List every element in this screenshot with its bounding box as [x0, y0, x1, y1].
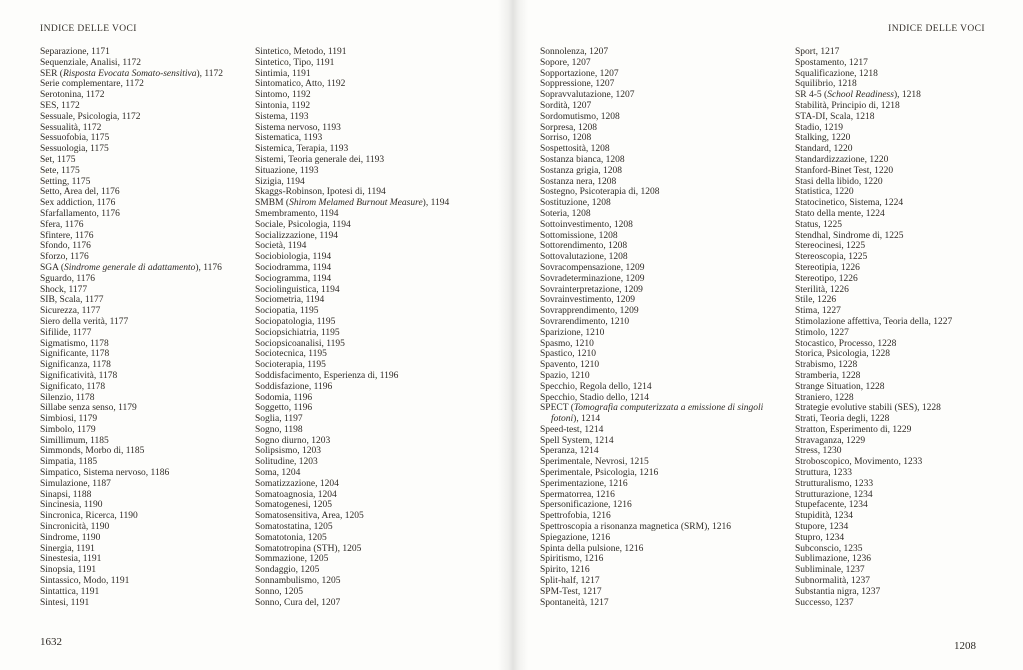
- index-entry: Squalificazione, 1218: [795, 68, 878, 79]
- index-entry: Soteria, 1208: [540, 208, 591, 219]
- index-entry: Serotonina, 1172: [40, 90, 105, 101]
- index-entry: Spasmo, 1210: [540, 338, 594, 349]
- index-entry: Stramberia, 1228: [795, 370, 861, 381]
- index-entry: Statistica, 1220: [795, 187, 854, 198]
- left-page: [0, 0, 511, 670]
- index-entry: Sonnolenza, 1207: [540, 47, 609, 57]
- index-entry: Sordità, 1207: [540, 100, 592, 111]
- index-entry: Significatività, 1178: [40, 370, 118, 381]
- index-entry: Sinestesia, 1191: [40, 554, 102, 565]
- index-entry: Sessuofobia, 1175: [40, 133, 110, 144]
- index-entry: Skaggs-Robinson, Ipotesi di, 1194: [255, 187, 386, 198]
- index-entry: Specchio, Stadio dello, 1214: [540, 392, 649, 403]
- index-entry: Somatoagnosia, 1204: [255, 489, 337, 500]
- index-entry: Sintetico, Metodo, 1191: [255, 47, 347, 57]
- index-entry: Sociopatologia, 1195: [255, 316, 336, 327]
- index-entry: Sessuologia, 1175: [40, 144, 109, 155]
- index-entry: Setting, 1175: [40, 176, 91, 187]
- index-entry: Soggetto, 1196: [255, 403, 313, 414]
- index-entry: Sifilide, 1177: [40, 327, 92, 338]
- index-entry: Sociodramma, 1194: [255, 262, 332, 273]
- index-entry: Sincronica, Ricerca, 1190: [40, 511, 138, 522]
- index-entry: Stress, 1230: [795, 446, 842, 457]
- index-entry: Sonno, Cura del, 1207: [255, 597, 341, 608]
- index-entry: Sostanza grigia, 1208: [540, 165, 623, 176]
- index-entry: Shock, 1177: [40, 284, 88, 295]
- index-entry: Stimolazione affettiva, Teoria della, 1227: [795, 316, 953, 327]
- index-entry: Serie complementare, 1172: [40, 79, 144, 90]
- index-entry: Simpatico, Sistema nervoso, 1186: [40, 468, 170, 479]
- index-entry: Spostamento, 1217: [795, 57, 868, 68]
- index-entry: Spermatorrea, 1216: [540, 489, 615, 500]
- index-entry: Sperimentale, Nevrosi, 1215: [540, 457, 649, 468]
- index-entry: Sex addiction, 1176: [40, 198, 116, 209]
- index-entry: Silenzio, 1178: [40, 392, 95, 403]
- index-column-1: [40, 47, 251, 608]
- index-entry: SPECT (Tomografia computerizzata a emissione di singoli fotoni), 1214: [540, 403, 764, 425]
- index-entry: Sistemi, Teoria generale dei, 1193: [255, 154, 385, 165]
- index-entry: Standard, 1220: [795, 144, 853, 155]
- index-entry: Spazio, 1210: [540, 370, 590, 381]
- index-entry: SPM-Test, 1217: [540, 586, 602, 597]
- index-entry: Sequenziale, Analisi, 1172: [40, 57, 141, 68]
- index-column-2: [255, 47, 507, 608]
- index-entry: Sommazione, 1205: [255, 554, 329, 565]
- index-entry: Spettrofobia, 1216: [540, 511, 611, 522]
- index-entry: Spastico, 1210: [540, 349, 596, 360]
- index-entry: Sociopsichiatria, 1195: [255, 327, 340, 338]
- index-entry: Stupidità, 1234: [795, 511, 854, 522]
- index-entry: Sicurezza, 1177: [40, 306, 101, 317]
- index-entry: Sorpresa, 1208: [540, 122, 597, 133]
- index-entry: Sovrapprendimento, 1209: [540, 306, 639, 317]
- index-entry: Spirito, 1216: [540, 565, 590, 576]
- index-entry: Stereotipo, 1226: [795, 273, 858, 284]
- right-page: [511, 0, 1023, 670]
- index-entry: Straniero, 1228: [795, 392, 854, 403]
- index-entry: Substantia nigra, 1237: [795, 586, 881, 597]
- index-entry: Siero della verità, 1177: [40, 316, 129, 327]
- index-entry: Sguardo, 1176: [40, 273, 96, 284]
- index-entry: Sordomutismo, 1208: [540, 111, 620, 122]
- running-head-right: INDICE DELLE VOCI: [888, 24, 985, 34]
- index-entry: Sogno, 1198: [255, 424, 303, 435]
- index-entry: Soddisfacimento, Esperienza di, 1196: [255, 370, 399, 381]
- index-entry: Sociobiologia, 1194: [255, 252, 332, 263]
- index-column-3: [540, 47, 792, 608]
- index-entry: Speranza, 1214: [540, 446, 599, 457]
- index-entry: Sistema nervoso, 1193: [255, 122, 341, 133]
- index-entry: SR 4-5 (School Readiness), 1218: [795, 90, 921, 101]
- index-entry: Somatosensitiva, Area, 1205: [255, 511, 364, 522]
- index-entry: Specchio, Regola dello, 1214: [540, 381, 652, 392]
- index-entry: Sociopsicoanalisi, 1195: [255, 338, 345, 349]
- index-entry: Stereoscopia, 1225: [795, 252, 868, 263]
- index-entry: Spell System, 1214: [540, 435, 614, 446]
- index-entry: Stroboscopico, Movimento, 1233: [795, 457, 923, 468]
- index-entry: Speed-test, 1214: [540, 424, 604, 435]
- index-entry: Stalking, 1220: [795, 133, 851, 144]
- index-entry: Simpatia, 1185: [40, 457, 98, 468]
- index-entry: Separazione, 1171: [40, 47, 110, 57]
- index-entry: Somatostatina, 1205: [255, 522, 333, 533]
- index-entry: Spiegazione, 1216: [540, 532, 611, 543]
- index-entry: Spavento, 1210: [540, 360, 600, 371]
- index-entry: Soppressione, 1207: [540, 79, 615, 90]
- index-entry: Socioterapia, 1195: [255, 360, 326, 371]
- index-entry: Sociogramma, 1194: [255, 273, 332, 284]
- index-entry: Solitudine, 1203: [255, 457, 318, 468]
- index-entry: Stendhal, Sindrome di, 1225: [795, 230, 904, 241]
- index-entry: Stato della mente, 1224: [795, 208, 885, 219]
- index-column-4: [795, 47, 1015, 608]
- index-entry: Sfondo, 1176: [40, 241, 91, 252]
- index-entry: Situazione, 1193: [255, 165, 319, 176]
- index-entry: Soddisfazione, 1196: [255, 381, 333, 392]
- index-entry: Sopore, 1207: [540, 57, 591, 68]
- index-entry: Significante, 1178: [40, 349, 110, 360]
- index-entry: Sostituzione, 1208: [540, 198, 611, 209]
- index-entry: Strabismo, 1228: [795, 360, 858, 371]
- index-entry: Sorriso, 1208: [540, 133, 592, 144]
- index-entry: Sport, 1217: [795, 47, 840, 57]
- index-entry: Socializzazione, 1194: [255, 230, 339, 241]
- index-entry: Somatogenesi, 1205: [255, 500, 333, 511]
- index-entry: Sostanza bianca, 1208: [540, 154, 625, 165]
- index-entry: SER (Risposta Evocata Somato-sensitiva), 1172: [40, 68, 224, 79]
- index-entry: Stupore, 1234: [795, 522, 849, 533]
- index-entry: Soma, 1204: [255, 468, 301, 479]
- index-entry: Sessualità, 1172: [40, 122, 102, 133]
- index-entry: Sottorendimento, 1208: [540, 241, 628, 252]
- index-entry: Stupefacente, 1234: [795, 500, 868, 511]
- index-entry: Stravaganza, 1229: [795, 435, 866, 446]
- index-entry: Stereotipia, 1226: [795, 262, 860, 273]
- index-entry: Sintattica, 1191: [40, 586, 100, 597]
- index-entry: Status, 1225: [795, 219, 842, 230]
- index-entry: Sparizione, 1210: [540, 327, 605, 338]
- index-entry: Smembramento, 1194: [255, 208, 339, 219]
- index-entry: Sostegno, Psicoterapia di, 1208: [540, 187, 660, 198]
- index-entry: Successo, 1237: [795, 597, 854, 608]
- index-entry: Split-half, 1217: [540, 576, 600, 587]
- index-entry: Sintesi, 1191: [40, 597, 90, 608]
- index-entry: Strategie evolutive stabili (SES), 1228: [795, 403, 941, 414]
- index-entry: Subliminale, 1237: [795, 565, 865, 576]
- index-entry: Sigmatismo, 1178: [40, 338, 109, 349]
- index-entry: Sincronicità, 1190: [40, 522, 110, 533]
- index-entry: Sfera, 1176: [40, 219, 84, 230]
- index-entry: Società, 1194: [255, 241, 307, 252]
- index-entry: Strange Situation, 1228: [795, 381, 885, 392]
- index-entry: Set, 1175: [40, 154, 76, 165]
- index-entry: Sintonia, 1192: [255, 100, 311, 111]
- index-entry: Simillimum, 1185: [40, 435, 109, 446]
- index-entry: Sperimentale, Psicologia, 1216: [540, 468, 659, 479]
- index-entry: Stratton, Esperimento di, 1229: [795, 424, 912, 435]
- index-entry: Sperimentazione, 1216: [540, 478, 628, 489]
- index-entry: Sistema, 1193: [255, 111, 309, 122]
- index-entry: Sottoinvestimento, 1208: [540, 219, 633, 230]
- index-entry: Sopportazione, 1207: [540, 68, 619, 79]
- index-entry: Sfintere, 1176: [40, 230, 94, 241]
- index-entry: SGA (Sindrome generale di adattamento), 1176: [40, 262, 222, 273]
- index-entry: Spiritismo, 1216: [540, 554, 604, 565]
- index-entry: Solipsismo, 1203: [255, 446, 321, 457]
- index-entry: Significato, 1178: [40, 381, 106, 392]
- index-entry: Subnormalità, 1237: [795, 576, 870, 587]
- index-entry: Sistemica, Terapia, 1193: [255, 144, 349, 155]
- index-entry: Sospettosità, 1208: [540, 144, 610, 155]
- index-entry: SES, 1172: [40, 100, 80, 111]
- index-entry: Spontaneità, 1217: [540, 597, 609, 608]
- index-entry: Sociopatia, 1195: [255, 306, 319, 317]
- index-entry: Sindrome, 1190: [40, 532, 101, 543]
- index-entry: Sincinesia, 1190: [40, 500, 103, 511]
- index-entry: Sforzo, 1176: [40, 252, 89, 263]
- index-entry: Strutturalismo, 1233: [795, 478, 874, 489]
- index-entry: Stasi della libido, 1220: [795, 176, 883, 187]
- index-entry: Sovradeterminazione, 1209: [540, 273, 645, 284]
- index-entry: Stabilità, Principio di, 1218: [795, 100, 900, 111]
- index-entry: Subconscio, 1235: [795, 543, 863, 554]
- index-entry: Spinta della pulsione, 1216: [540, 543, 644, 554]
- index-entry: STA-DI, Scala, 1218: [795, 111, 875, 122]
- index-entry: Stocastico, Processo, 1228: [795, 338, 897, 349]
- index-entry: Sociotecnica, 1195: [255, 349, 327, 360]
- index-entry: Sogno diurno, 1203: [255, 435, 331, 446]
- index-entry: Struttura, 1233: [795, 468, 852, 479]
- index-entry: Stupro, 1234: [795, 532, 845, 543]
- index-entry: Sterilità, 1226: [795, 284, 849, 295]
- index-entry: Sublimazione, 1236: [795, 554, 871, 565]
- index-entry: Sfarfallamento, 1176: [40, 208, 120, 219]
- index-entry: Sessuale, Psicologia, 1172: [40, 111, 141, 122]
- index-entry: Sintimia, 1191: [255, 68, 311, 79]
- index-entry: Simbiosi, 1179: [40, 414, 98, 425]
- index-entry: Sovracompensazione, 1209: [540, 262, 645, 273]
- index-entry: Simulazione, 1187: [40, 478, 111, 489]
- index-entry: Sintetico, Tipo, 1191: [255, 57, 335, 68]
- index-entry: Setto, Area del, 1176: [40, 187, 120, 198]
- index-entry: Spersonificazione, 1216: [540, 500, 632, 511]
- index-entry: Strati, Teoria degli, 1228: [795, 414, 890, 425]
- index-entry: Squilibrio, 1218: [795, 79, 857, 90]
- running-head-left: INDICE DELLE VOCI: [40, 24, 137, 34]
- index-entry: Sinergia, 1191: [40, 543, 95, 554]
- index-entry: Sottovalutazione, 1208: [540, 252, 628, 263]
- index-entry: Storica, Psicologia, 1228: [795, 349, 890, 360]
- index-entry: Statocinetico, Sistema, 1224: [795, 198, 904, 209]
- index-entry: Soglia, 1197: [255, 414, 303, 425]
- index-entry: Stanford-Binet Test, 1220: [795, 165, 894, 176]
- page-number-right: 1208: [954, 640, 976, 652]
- index-entry: Sostanza nera, 1208: [540, 176, 617, 187]
- page-number-left: 1632: [40, 636, 62, 648]
- index-entry: Sovrarendimento, 1210: [540, 316, 630, 327]
- index-entry: Sovrainvestimento, 1209: [540, 295, 635, 306]
- index-entry: Sintomatico, Atto, 1192: [255, 79, 346, 90]
- index-entry: Sinapsi, 1188: [40, 489, 92, 500]
- index-entry: Standardizzazione, 1220: [795, 154, 889, 165]
- index-entry: Sillabe senza senso, 1179: [40, 403, 137, 414]
- index-entry: Simbolo, 1179: [40, 424, 96, 435]
- index-entry: Sociometria, 1194: [255, 295, 325, 306]
- index-entry: Somatotropina (STH), 1205: [255, 543, 362, 554]
- index-entry: Sonnambulismo, 1205: [255, 576, 341, 587]
- index-entry: Sintomo, 1192: [255, 90, 311, 101]
- index-entry: Stadio, 1219: [795, 122, 844, 133]
- index-entry: Sopravvalutazione, 1207: [540, 90, 635, 101]
- index-entry: Stimolo, 1227: [795, 327, 849, 338]
- index-entry: Sondaggio, 1205: [255, 565, 320, 576]
- index-entry: Sistematica, 1193: [255, 133, 323, 144]
- index-entry: Stile, 1226: [795, 295, 837, 306]
- index-entry: Spettroscopia a risonanza magnetica (SRM), 1216: [540, 522, 732, 533]
- index-entry: Sodomia, 1196: [255, 392, 313, 403]
- index-entry: Sintassico, Modo, 1191: [40, 576, 130, 587]
- index-entry: Sizigia, 1194: [255, 176, 305, 187]
- index-entry: Stima, 1227: [795, 306, 841, 317]
- index-entry: Somatizzazione, 1204: [255, 478, 339, 489]
- index-entry: Somatotonia, 1205: [255, 532, 327, 543]
- index-entry: Sociale, Psicologia, 1194: [255, 219, 351, 230]
- index-entry: Sociolinguistica, 1194: [255, 284, 340, 295]
- index-entry: Simmonds, Morbo di, 1185: [40, 446, 145, 457]
- index-entry: Sonno, 1205: [255, 586, 304, 597]
- index-entry: Significanza, 1178: [40, 360, 111, 371]
- index-entry: SMBM (Shirom Melamed Burnout Measure), 1194: [255, 198, 450, 209]
- index-entry: SIB, Scala, 1177: [40, 295, 104, 306]
- index-entry: Strutturazione, 1234: [795, 489, 873, 500]
- index-entry: Sinopsia, 1191: [40, 565, 97, 576]
- index-entry: Sottomissione, 1208: [540, 230, 618, 241]
- index-entry: Sete, 1175: [40, 165, 80, 176]
- index-entry: Stereocinesi, 1225: [795, 241, 866, 252]
- index-entry: Sovrainterpretazione, 1209: [540, 284, 643, 295]
